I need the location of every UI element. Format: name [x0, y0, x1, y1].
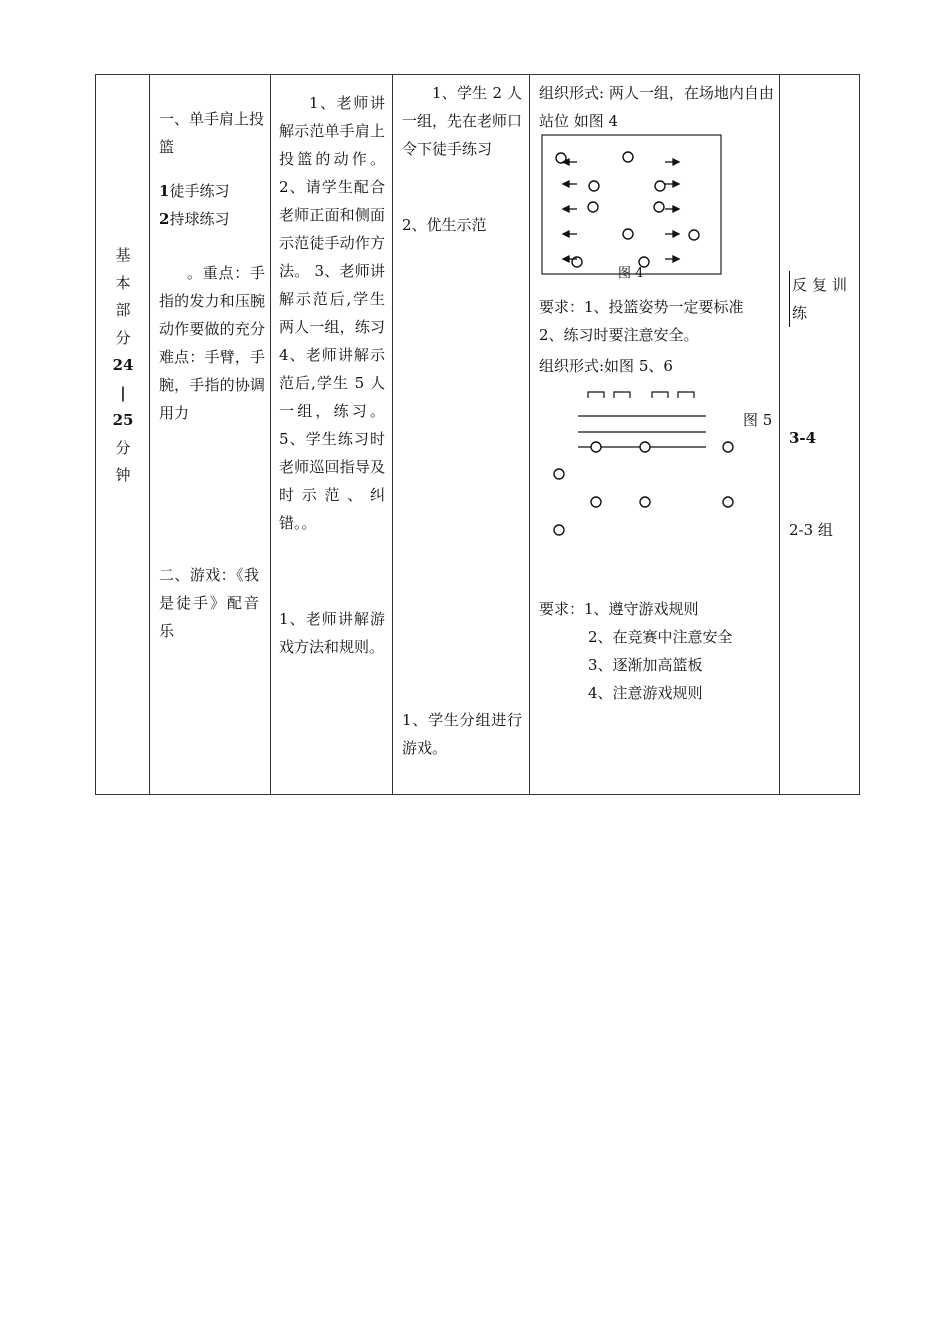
requirements-2: 要求：1、遵守游戏规则 2、在竞赛中注意安全 3、逐渐加高篮板 4、注意游戏规则 — [539, 600, 733, 702]
section-column — [96, 75, 150, 794]
requirements-1: 要求：1、投篮姿势一定要标准 2、练习时要注意安全。 — [539, 298, 744, 344]
arrow-right-icon — [673, 231, 679, 237]
player-marker — [591, 497, 601, 507]
item2-title: 二、游戏：《我是徒手》配音乐 — [159, 566, 259, 640]
lesson-plan-table — [95, 74, 860, 795]
player-marker — [640, 442, 650, 452]
teacher-game: 1、老师讲解游戏方法和规则。 — [279, 610, 385, 656]
player-marker — [623, 229, 633, 239]
arrow-left-icon — [563, 231, 569, 237]
figure-4-caption: 图 4 — [618, 266, 644, 281]
practice-1: 1徒手练习 — [159, 182, 230, 200]
practice-2: 2持球练习 — [159, 210, 230, 228]
section-label: 基 本 部 分 24 | 25 分 钟 — [96, 242, 150, 490]
load-column — [780, 75, 860, 794]
content-column — [150, 75, 271, 794]
student-game: 1、学生分组进行游戏。 — [402, 711, 522, 757]
player-marker — [723, 442, 733, 452]
teacher-column — [271, 75, 393, 794]
groups-count: 2-3 组 — [789, 521, 833, 539]
organization-column — [530, 75, 780, 794]
player-marker — [554, 525, 564, 535]
arrow-right-icon — [673, 181, 679, 187]
student-activity-1: 1、学生 2 人一组，先在老师口令下徒手练习 — [402, 84, 523, 158]
arrow-right-icon — [673, 159, 679, 165]
key-points: 。重点：手指的发力和压腕动作要做的充分难点：手臂，手腕，手指的协调用力 — [159, 264, 265, 422]
figure-5-label: 图 5 — [743, 411, 773, 429]
player-marker — [655, 181, 665, 191]
organization-form-2: 组织形式:如图 5、6 — [539, 357, 673, 375]
arrow-right-icon — [673, 256, 679, 262]
student-activity-2: 2、优生示范 — [402, 216, 487, 234]
basket-marker — [588, 392, 604, 398]
player-marker — [588, 202, 598, 212]
sets-count: 3-4 — [789, 429, 817, 447]
player-marker — [589, 181, 599, 191]
figure-4-diagram — [541, 134, 723, 276]
arrow-right-icon — [673, 206, 679, 212]
player-marker — [591, 442, 601, 452]
player-marker — [689, 230, 699, 240]
student-column — [393, 75, 530, 794]
arrow-left-icon — [563, 256, 569, 262]
arrow-left-icon — [563, 181, 569, 187]
player-marker — [623, 152, 633, 162]
teacher-activity: 1、老师讲解示范单手肩上投篮的动作。2、请学生配合老师正面和侧面示范徒手动作方法。 3、老师讲解示范后,学生两人一组，练习 4、老师讲解示范后,学生 5 人一组，练习。5、学生练习时老师巡回指导及时示范、纠错。。 — [279, 94, 385, 532]
player-marker — [640, 497, 650, 507]
player-marker — [554, 469, 564, 479]
time-end: 25 — [112, 411, 134, 429]
training-method: 反复训练 — [789, 271, 856, 327]
time-start: 24 — [112, 356, 134, 374]
player-marker — [723, 497, 733, 507]
basket-marker — [652, 392, 668, 398]
organization-form-1: 组织形式: 两人一组，在场地内自由站位 如图 4 — [539, 84, 774, 130]
basket-marker — [678, 392, 694, 398]
figure-5-diagram — [550, 389, 750, 541]
player-marker — [654, 202, 664, 212]
time-separator: | — [120, 383, 126, 402]
basket-marker — [614, 392, 630, 398]
arrow-left-icon — [563, 206, 569, 212]
item1-title: 一、单手肩上投篮 — [159, 110, 265, 156]
